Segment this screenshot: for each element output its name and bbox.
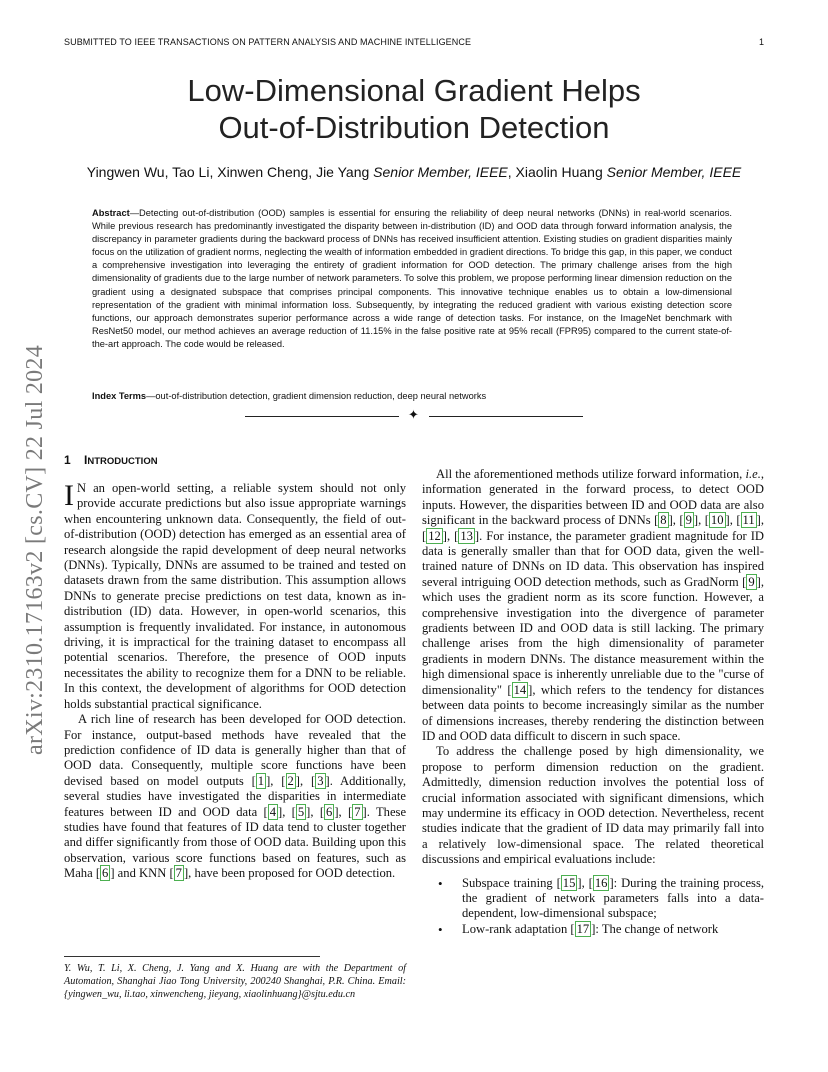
citation-link[interactable]: 3 xyxy=(317,773,324,788)
section-divider xyxy=(245,410,583,422)
divider-line-left xyxy=(245,416,399,417)
right-column xyxy=(422,467,764,937)
text-span: : The change of network xyxy=(595,921,719,936)
intro-paragraph-4: To address the challenge posed by high dimensionality, we propose to perform dimension reduction on the gradient. Admittedly, dimension reduction involves the potential loss of crucial information associated with significant dimensions, which may undermine its efficacy in OOD detection. Nevertheless, recent studies indicate that the gradient of ID data may primarily fall into a relatively low-dimensional space. The related theoretical discussions and empirical evaluations include: xyxy=(422,744,764,867)
citation-link[interactable]: 6 xyxy=(102,866,109,881)
citation-link[interactable]: 12 xyxy=(428,528,441,543)
text-span: , have been proposed for OOD detection. xyxy=(188,866,396,881)
section-title-first: I xyxy=(84,453,88,467)
text-span: Low-rank adaptation xyxy=(462,921,571,936)
text-span: A rich line of research has been developed for OOD detection. For instance, output-based methods have revealed that the prediction confidence of ID data is generally higher than that of OOD data. Consequently, multiple score functions have been devised based on model outputs xyxy=(64,712,406,788)
author-list xyxy=(0,164,828,180)
index-terms-text: —out-of-distribution detection, gradient dimension reduction, deep neural networks xyxy=(146,391,487,401)
footnote-rule xyxy=(64,956,320,957)
citation-link[interactable]: 13 xyxy=(460,528,473,543)
drop-cap: I xyxy=(64,479,74,512)
citation-link[interactable]: 5 xyxy=(297,804,305,819)
citation-link[interactable]: 10 xyxy=(710,513,724,528)
text-span: All the aforementioned methods utilize forward information, xyxy=(436,467,746,481)
text-span: , which refers to the tendency for distances between data points to become increasingly similar as the number of dimensions increases, thereby rendering the distinction between ID and OOD data difficult to discern in such space. xyxy=(422,682,764,743)
citation-link[interactable]: 4 xyxy=(269,804,276,819)
list-item: • Subspace training [ 15 ], [ 16 ]: During the training process, the gradient of network parameters falls into a data-dependent, low-dimensional subspace; xyxy=(422,876,764,922)
author-title-1: Senior Member, IEEE xyxy=(373,164,508,180)
section-number: 1 xyxy=(64,453,71,467)
text-span: : During the training process, the gradient of network parameters falls into a data-dependent, low-dimensional subspace; xyxy=(462,875,764,921)
index-terms xyxy=(92,391,732,401)
arxiv-stamp: arXiv:2310.17163v2 [cs.CV] 22 Jul 2024 xyxy=(22,344,48,755)
evidence-list xyxy=(422,876,764,938)
divider-diamond-icon: ✦ xyxy=(408,408,419,423)
citation-link[interactable]: 9 xyxy=(685,513,692,528)
section-title-rest: NTRODUCTION xyxy=(87,456,158,467)
authors-part-2: , Xiaolin Huang xyxy=(507,164,607,180)
citation-link[interactable]: 14 xyxy=(513,682,527,697)
text-span: and KNN xyxy=(114,866,170,881)
citation-link[interactable]: 16 xyxy=(594,875,608,890)
citation-link[interactable]: 6 xyxy=(326,804,333,819)
citation-link[interactable]: 2 xyxy=(287,773,294,788)
text-span: , information generated in the forward process, to detect OOD inputs. However, the disparities between ID and OOD data are also significant in the backward process of DNNs xyxy=(422,467,764,528)
drop-cap-tail: N xyxy=(77,481,87,495)
title-line-1: Low-Dimensional Gradient Helps xyxy=(187,73,641,108)
text-span: . These studies have found that features of ID data tend to cluster together and differ significantly from those of OOD data. Building upon this observation, various score functions based on features, such as Maha xyxy=(64,804,407,881)
intro-paragraph-1 xyxy=(64,481,406,712)
running-header: SUBMITTED TO IEEE TRANSACTIONS ON PATTERN ANALYSIS AND MACHINE INTELLIGENCE xyxy=(64,37,472,47)
abstract-label: Abstract xyxy=(92,208,130,218)
citation-link[interactable]: 8 xyxy=(660,513,667,528)
affiliation-footnote: Y. Wu, T. Li, X. Cheng, J. Yang and X. Huang are with the Department of Automation, Shanghai Jiao Tong University, 200240 Shanghai, P.R. China. Email: {yingwen_wu, li.tao, xinwencheng, jieyang, xiaolinhuang}@sjtu.edu.cn xyxy=(64,963,406,1000)
text-span: i.e. xyxy=(745,467,761,481)
paper-title xyxy=(0,72,828,146)
text-span: . For instance, the parameter gradient magnitude for ID data is generally smaller than that for OOD data, given the well-trained nature of DNNs on ID data. This observation has inspired several intriguing OOD detection methods, such as GradNorm xyxy=(422,528,764,589)
text-span: , which uses the gradient norm as its score function. However, a comprehensive investigation into the divergence of parameter gradients between ID and OOD data is still lacking. The primary challenge arises from the high dimensionality of parameter gradients in modern DNNs. The distance measurement within the high dimensional space is inherently unreliable due to the "curse of dimensionality" xyxy=(422,574,764,697)
citation-link[interactable]: 7 xyxy=(175,866,182,881)
section-heading xyxy=(64,453,158,467)
author-title-2: Senior Member, IEEE xyxy=(606,164,742,180)
list-item: • Low-rank adaptation [ 17 ]: The change of network xyxy=(422,922,764,937)
citation-link[interactable]: 7 xyxy=(354,804,361,819)
title-line-2: Out-of-Distribution Detection xyxy=(218,110,610,145)
text-span: Subspace training xyxy=(462,875,557,890)
index-terms-label: Index Terms xyxy=(92,391,147,401)
citation-link[interactable]: 11 xyxy=(742,513,755,528)
abstract xyxy=(92,207,732,351)
citation-link[interactable]: 1 xyxy=(257,773,265,788)
intro-p1-text: an open-world setting, a reliable system should not only provide accurate predictions but also issue appropriate warnings when encountering unknown data. Consequently, the field of out-of-distribution (OOD) detection has emerged as an essential area of research alongside the rapid development of deep neural networks (DNNs). Typically, DNNs are assumed to be trained and tested on datasets drawn from the same distribution. This assumption allows DNNs to generate precise predictions on test data, known as in-distribution (ID) data. However, in open-world scenarios, this assumption is frequently invalidated. For instance, in autonomous driving, it is impractical for the training dataset to encompass all potential scenarios. Therefore, the presence of OOD inputs necessitates the ability to recognize them for a DNN to be reliable. In this context, the development of algorithms for OOD detection holds substantial practical significance. xyxy=(64,481,406,711)
divider-line-right xyxy=(429,416,583,417)
citation-link[interactable]: 17 xyxy=(576,921,590,936)
intro-paragraph-2: A rich line of research has been developed for OOD detection. For instance, output-based methods have revealed that the prediction confidence of ID data is generally higher than that of OOD data. Consequently, multiple score functions have been devised based on model outputs [ 1 ], [ 2 ], [ 3 ]. Additionally, several studies have investigated the disparities in intermediate features between ID and OOD data [ 4 ], [ 5 ], [ 6 ], [ 7 ]. These studies have found that features of ID data tend to cluster together and differ significantly from those of OOD data. Building upon this observation, various score functions based on features, such as Maha [ 6 ] and KNN [ 7 ], have been proposed for OOD detection. xyxy=(64,712,407,881)
intro-paragraph-3: All the aforementioned methods utilize forward information, i.e., information generated in the forward process, to detect OOD inputs. However, the disparities between ID and OOD data are also significant in the backward process of DNNs [ 8 ], [ 9 ], [ 10 ], [ 11 ], [ 12 ], [ 13 ]. For instance, the parameter gradient magnitude for ID data is generally smaller than that for OOD data, given the well-trained nature of DNNs on ID data. This observation has inspired several intriguing OOD detection methods, such as GradNorm [ 9 ], which uses the gradient norm as its score function. However, a comprehensive investigation into the divergence of parameter gradients between ID and OOD data is still lacking. The primary challenge arises from the high dimensionality of parameter gradients in modern DNNs. The distance measurement within the high dimensional space is inherently unreliable due to the "curse of dimensionality" [ 14 ], which refers to the tendency for distances between data points to become increasingly similar as the number of dimensions increases, thereby rendering the distinction between ID and OOD data difficult to discern in such space. xyxy=(422,467,764,743)
citation-link[interactable]: 15 xyxy=(562,875,576,890)
authors-part-1: Yingwen Wu, Tao Li, Xinwen Cheng, Jie Yang xyxy=(86,164,374,180)
abstract-text: —Detecting out-of-distribution (OOD) samples is essential for ensuring the reliability of deep neural networks (DNNs) in real-world scenarios. While previous research has predominantly investigated the disparity between in-distribution (ID) and OOD data through forward information analysis, the discrepancy in parameter gradients during the backward process of DNNs has received insufficient attention. Existing studies on gradient disparities mainly focus on the utilization of gradient norms, neglecting the wealth of information embedded in gradient directions. To bridge this gap, in this paper, we conduct a comprehensive investigation into leveraging the entirety of gradient information for OOD detection. The primary challenge arises from the high dimensionality of gradients due to the large number of network parameters. To solve this problem, we propose performing linear dimension reduction on the gradient using a designated subspace that comprises principal components. This innovative technique enables us to obtain a low-dimensional representation of the gradient with minimal information loss. Subsequently, by integrating the reduced gradient with various existing detection score functions, our approach demonstrates superior performance across a wide range of detection tasks. For instance, on the ImageNet benchmark with ResNet50 model, our method achieves an average reduction of 11.15% in the false positive rate at 95% recall (FPR95) compared to the current state-of-the-art approach. The code would be released. xyxy=(92,208,732,349)
text-span: . Additionally, several studies have investigated the disparities in intermediate features between ID and OOD data xyxy=(64,773,407,819)
page-number: 1 xyxy=(758,37,764,47)
citation-link[interactable]: 9 xyxy=(748,574,755,589)
left-column xyxy=(64,481,406,882)
